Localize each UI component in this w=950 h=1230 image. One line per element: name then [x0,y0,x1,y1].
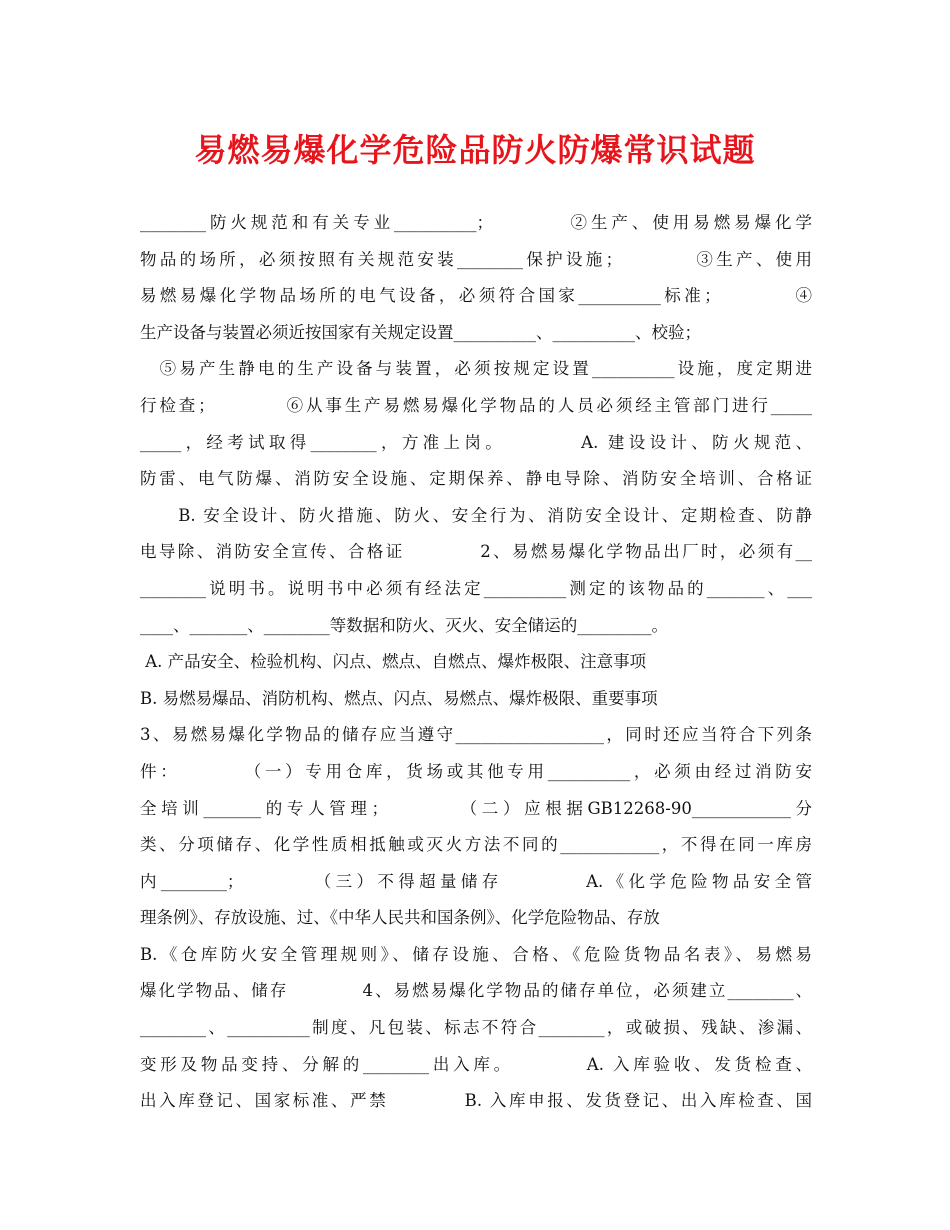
text-line: 理条例》、存放设施、过、《中华人民共和国条例》、化学危险物品、存放 [140,908,660,928]
text-line: _____，经考试取得________，方准上岗。 A. 建设设计、防火规范、 [140,432,812,452]
text-line: 防雷、电气防爆、消防安全设施、定期保养、静电导除、消防安全培训、合格证 [140,469,812,489]
text-line: 电导除、消防安全宣传、合格证 2、易燃易爆化学物品出厂时，必须有__ [140,542,812,562]
text-line: 出入库登记、国家标准、严禁 B. 入库申报、发货登记、出入库检查、国 [140,1091,812,1111]
document-title: 易燃易爆化学危险品防火防爆常识试题 [194,131,756,169]
text-line: 内________； （三）不得超量储存 A.《化学危险物品安全管 [140,871,812,891]
text-line: B. 易燃易爆品、消防机构、燃点、闪点、易燃点、爆炸极限、重要事项 [140,688,658,708]
text-line: ________防火规范和有关专业__________； ②生产、使用易燃易爆化学 [140,213,812,232]
document-body [140,205,812,1120]
text-line: 易燃易爆化学物品场所的电气设备，必须符合国家__________标准； ④ [140,286,812,306]
text-line: 件： （一）专用仓库，货场或其他专用__________，必须由经过消防安 [140,761,812,781]
text-line: B. 安全设计、防火措施、防火、安全行为、消防安全设计、定期检查、防静 [140,505,812,525]
text-line: 3、易燃易爆化学物品的储存应当遵守__________________，同时还应当符合下列条 [140,725,812,745]
text-line: 变形及物品变持、分解的________出入库。 A. 入库验收、发货检查、 [140,1054,812,1074]
text-line: A. 产品安全、检验机构、闪点、燃点、自燃点、爆炸极限、注意事项 [140,652,647,672]
text-line: 全培训_______的专人管理； （二）应根据GB12268-90____________分 [140,798,812,818]
text-line: ____、_______、________等数据和防火、灭火、安全储运的_________。 [140,615,668,635]
text-line: ________、__________制度、凡包装、标志不符合________，或破损、残缺、渗漏、 [140,1018,812,1038]
text-line: B.《仓库防火安全管理规则》、储存设施、合格、《危险货物品名表》、易燃易 [140,944,812,964]
text-line: ________说明书。说明书中必须有经法定__________测定的该物品的_______、___ [140,578,812,598]
text-line: 物品的场所，必须按照有关规范安装________保护设施； ③生产、使用 [140,249,812,269]
text-line: ⑤易产生静电的生产设备与装置，必须按规定设置__________设施，度定期进 [140,359,812,379]
text-line: 生产设备与装置必须近按国家有关规定设置__________、__________、校验； [140,322,701,342]
text-line: 类、分项储存、化学性质相抵触或灭火方法不同的____________，不得在同一库房 [140,835,812,855]
text-line: 爆化学物品、储存 4、易燃易爆化学物品的储存单位，必须建立________、 [140,981,812,1001]
text-line: 行检查； ⑥从事生产易燃易爆化学物品的人员必须经主管部门进行_____ [140,395,812,415]
